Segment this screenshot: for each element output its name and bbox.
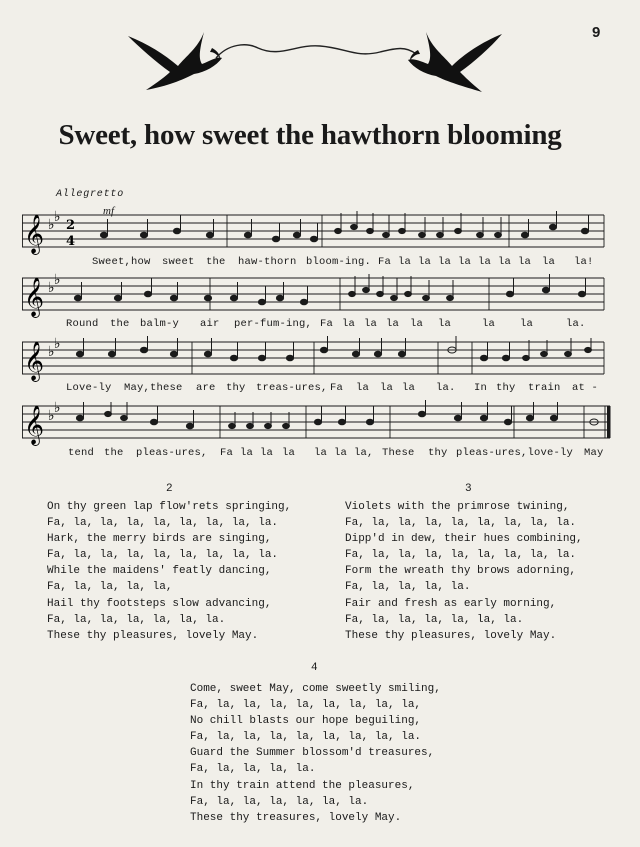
music-staff-2	[22, 270, 606, 318]
dynamic-marking: mf	[103, 205, 114, 217]
flat-sign: ♭	[48, 217, 55, 233]
verse-number-4: 4	[311, 662, 318, 674]
music-staff-3	[22, 334, 606, 382]
notes	[74, 274, 585, 305]
ribbon	[216, 45, 416, 58]
flat-sign: ♭	[48, 344, 55, 360]
notes	[76, 336, 591, 361]
treble-clef-icon: 𝄞	[24, 341, 45, 381]
verse-4: Come, sweet May, come sweetly smiling, Fa, la, la, la, la, la, la, la, la, No chill blasts our hope beguiling, Fa, la, la, la, la, la, la, la, la. Guard the Summer blossom'd treasures, Fa, la, la, la, la. In thy train attend the pleasures, Fa, la, la, la, la, la, la. These thy treasures, lovely May.	[190, 683, 441, 824]
time-signature: 4	[66, 234, 76, 249]
flat-sign: ♭	[54, 209, 61, 225]
verse-3: Violets with the primrose twining, Fa, la, la, la, la, la, la, la, la. Dipp'd in dew, their hues combining, Fa, la, la, la, la, la, la, la, la. Form the wreath thy brows adorning, Fa, la, la, la, la. Fair and fresh as early morning, Fa, la, la, la, la, la, la. These thy pleasures, lovely May.	[345, 501, 583, 642]
left-swallow-icon	[128, 32, 222, 90]
treble-clef-icon: 𝄞	[24, 214, 45, 254]
tempo-marking: Allegretto	[56, 189, 125, 200]
page-number: 9	[592, 24, 601, 41]
flat-sign: ♭	[54, 272, 61, 288]
swallows-illustration	[120, 14, 510, 104]
verse-number-2: 2	[166, 483, 173, 495]
flat-sign: ♭	[54, 336, 61, 352]
verse-number-3: 3	[465, 483, 472, 495]
treble-clef-icon: 𝄞	[24, 405, 45, 445]
notes	[100, 211, 588, 242]
flat-sign: ♭	[48, 408, 55, 424]
treble-clef-icon: 𝄞	[24, 277, 45, 317]
right-swallow-icon	[408, 32, 502, 92]
music-staff-1	[22, 207, 606, 255]
song-title: Sweet, how sweet the hawthorn blooming	[58, 119, 562, 151]
flat-sign: ♭	[54, 400, 61, 416]
final-barline	[607, 406, 611, 438]
time-signature: 2	[66, 218, 76, 233]
verse-2: On thy green lap flow'rets springing, Fa, la, la, la, la, la, la, la, la. Hark, the merry birds are singing, Fa, la, la, la, la, la, la, la, la. While the maidens' featly dancing, Fa, la, la, la, la, Hail thy footsteps slow advancing, Fa, la, la, la, la, la, la. These thy pleasures, lovely May.	[47, 501, 292, 642]
flat-sign: ♭	[48, 280, 55, 296]
music-staff-4	[22, 398, 618, 446]
